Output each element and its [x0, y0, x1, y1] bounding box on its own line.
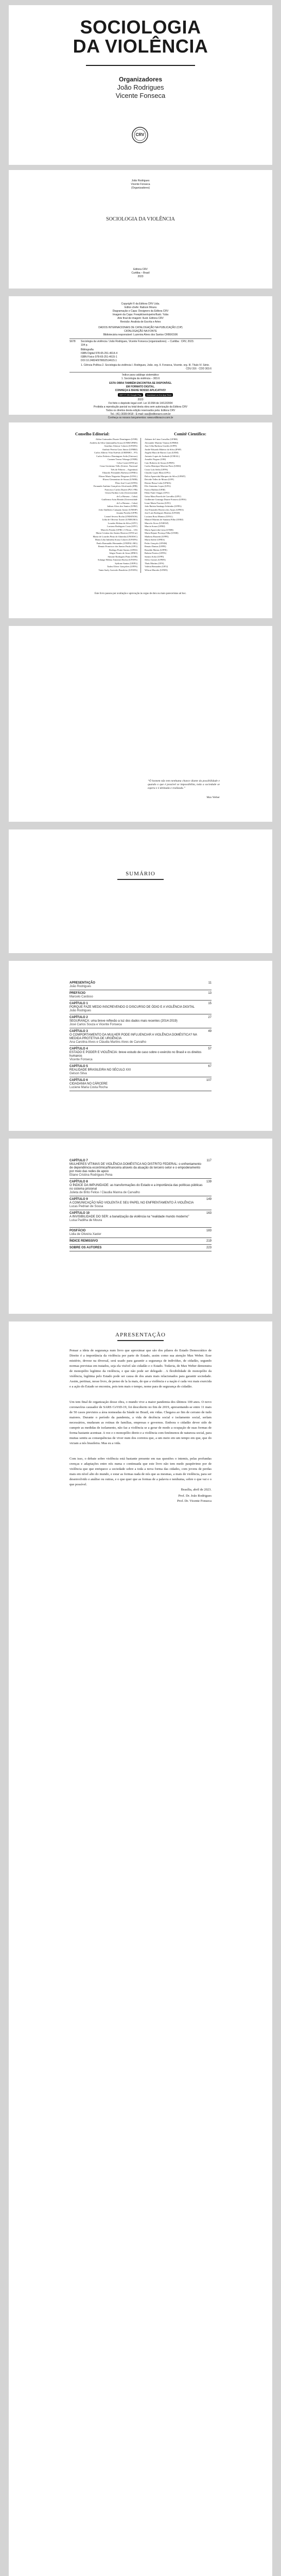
- toc-page-2: [9, 1139, 272, 1314]
- isbn-digital: ISBN Digital 978-65-251-4614-4: [81, 352, 118, 355]
- presentation-title: APRESENTAÇÃO: [115, 1332, 166, 1338]
- council-member: Deivide Telles de Moura (UFF): [145, 478, 174, 481]
- council-member: Sydione Santos (UEPG): [115, 562, 137, 565]
- review-credit: Revisão: Analista de Escrita e Artes: [120, 320, 161, 324]
- organizers-page: [9, 170, 272, 289]
- council-member: Matheus Brunetti (UFPE): [145, 535, 169, 538]
- cover-title-line1: SOCIOLOGIA: [80, 16, 201, 38]
- toc-entry-title: POSFÁCIO: [69, 1229, 86, 1232]
- council-member: Renato Dantas (UFPE): [145, 545, 166, 548]
- toc-divider: [69, 1000, 212, 1001]
- toc-entry-author: Marcelo Cardoso: [69, 995, 93, 998]
- toc-divider: [69, 1227, 212, 1228]
- council-member: Elvi Antonino Lopes (UFG): [145, 485, 171, 487]
- toc-entry-subtitle: PORQUE FAZE MEDO INSCREVENDO O DISCURSO DE ÓDIO E A VIOLÊNCIA DIGITAL: [69, 1006, 195, 1009]
- council-member: Carlos Henrique Moreira Pires (UERJ): [145, 465, 181, 467]
- council-member: Lídia de Oliveira Xavier (UNIEURO): [102, 518, 137, 521]
- toc-entry-title: CAPÍTULO 2: [69, 1016, 88, 1019]
- council-member: Anselmo Alencar Colares (UFOPA): [104, 445, 137, 447]
- scientific-committee-title: Comitê Científico:: [174, 432, 206, 436]
- toc-entry-title: CAPÍTULO 5: [69, 1065, 88, 1068]
- toc-entry-title: PREFÁCIO: [69, 992, 86, 995]
- toc-entry-title: ÍNDICE REMISSIVO: [69, 1240, 98, 1243]
- toc-entry[interactable]: [69, 1246, 212, 1250]
- council-member: José Ernandes Bezerra dos Anjos (UFBA): [145, 508, 184, 511]
- index-entry: 1. Sociologia da violência – 303.6: [121, 377, 160, 380]
- cip-code: S678: [69, 340, 76, 343]
- council-member: Denise Bessa Leda (UFMA): [145, 481, 171, 484]
- halftitle-org1: João Rodrigues: [131, 179, 150, 182]
- presentation-page: [9, 1321, 272, 2576]
- cip-pages: 104 p.: [81, 344, 88, 347]
- council-member: Ana Célia Barbosa Guedes (UFPI): [145, 445, 177, 447]
- council-member: Celso Conti (UFSCar): [116, 461, 137, 464]
- toc-entry[interactable]: [69, 1079, 212, 1090]
- council-member: Ivone Maria Ferreira (UFU): [145, 501, 171, 504]
- toc-entry-page: 13: [208, 992, 212, 995]
- cip-bibliography: Bibliografia: [81, 348, 94, 351]
- council-member: Luciana Rosa Mamos (UFAL): [145, 515, 173, 518]
- legal-deposit: Foi feito o depósito legal conf. Lei 10.994 de 14/12/2004: [108, 402, 173, 405]
- council-member: Adriane de Lima Carvalho (UFRR): [145, 438, 178, 440]
- halftitle-title: SOCIOLOGIA DA VIOLÊNCIA: [106, 216, 175, 222]
- council-member: Renato Francisco dos Santos Paula (UFG): [98, 545, 137, 548]
- toc-entry-subtitle: ESTADO E PODER E VIOLÊNCIA: breve estudo de caso sobre o exército no Brasil e os direitos humanos: [69, 1051, 202, 1058]
- council-member: Caio Roberto de Souza (UFRN): [145, 461, 174, 464]
- toc-entry-page: 117: [206, 1159, 212, 1162]
- toc-entry-title: CAPÍTULO 10: [69, 1212, 90, 1215]
- toc-entry-title: CAPÍTULO 4: [69, 1047, 88, 1050]
- digital-notice-line1: ESTA OBRA TAMBÉM ENCONTRA-SE DISPONÍVEL: [109, 382, 172, 385]
- council-member: Angela Mara de Barros Lara (UEM): [145, 451, 179, 454]
- digital-notice-line3: CONHEÇA E BAIXE NOSSO APLICATIVO!: [115, 389, 166, 392]
- presentation-paragraph-1: Pensar a ideia de segurança num livro que aproximar que são dos pilares do Estado Democrático de Direito é a importância da violência por parte do Estado, assim como sua atenção Max Weber. Esse mistério, devese na diversal, será usado para garantir a segurança de indivíduo, de cidadão, segundo normas previstas em tratados, seja ela visível são cidadão e o Estado. Todavia, de Max Weber demonstra de monopólio legítimo da violência, e que não pode ser delegado . A flexibilidade do monopólio da violência, legítima pelo Estado pode ser causa de dos anais mais relacionados para garantir sociedade. Assim, pertinaz, nesse livro, de penso de la la mais, de que a violência e a nação é cada vez mais exercida e a ação do Estado se encontra, pois tem mais o tempo, nome para de segurança do cidadão.: [69, 1349, 212, 1388]
- council-member: Maria Aparecida Lima (UNIR): [145, 528, 173, 531]
- store-badges: [118, 393, 173, 397]
- toc-entry-subtitle: O ÍNDICE DA IMPUNIDADE: as transformações do Estado e a importância das políticas públicas no sistema prisional: [69, 1184, 203, 1191]
- council-member: Élsio José Corá (UFFS): [115, 481, 137, 484]
- toc-entry-subtitle: MULHERES VÍTIMAS DE VIOLÊNCIA DOMÉSTICA NO DISTRITO FEDERAL: o enfrentamento de dependência econômica/financeira através da atuação do terceiro setor e o empoderamento por meio das redes de apoio: [69, 1163, 201, 1173]
- presentation-signature: Brasília, abril de 2023.: [181, 1488, 212, 1492]
- council-member: Carlos Federico Dominguez Avila (Unieuro): [96, 454, 137, 457]
- digital-notice-line2: EM FORMATO DIGITAL.: [126, 385, 155, 388]
- toc-entry[interactable]: [69, 1198, 212, 1209]
- cip-title: DADOS INTERNACIONAIS DE CATALOGAÇÃO NA PUBLICAÇÃO (CIP): [98, 326, 183, 329]
- toc-entry-page: 107: [206, 1079, 212, 1082]
- cover-title: [9, 18, 272, 56]
- toc-entry[interactable]: [69, 1047, 212, 1062]
- toc-entry[interactable]: [69, 1229, 212, 1236]
- toc-entry-author: Vicente Fonseca: [69, 1058, 93, 1061]
- toc-entry-title: CAPÍTULO 9: [69, 1198, 88, 1201]
- toc-entry[interactable]: [69, 1180, 212, 1195]
- council-member: Antônio Pereira Gaio Júnior (UFRRJ): [102, 448, 137, 451]
- editorial-council-title: Conselho Editorial:: [75, 432, 110, 436]
- toc-entry-subtitle: SEGURANÇA: uma breve reflexão a luz dos dados mais recentes (2014-2019): [69, 1020, 178, 1023]
- art-credit: Arte final de imagem: Ilustr. Editora CRV: [117, 317, 164, 320]
- toc-entry-subtitle: O COMPORTAMENTO DA MULHER PODE INFLUENCIAR A VIOLÊNCIA DOMÉSTICA? NA MEDIDA PROTETIVA DE URGÊNCIA: [69, 1033, 197, 1040]
- peer-review-note: Este livro passou por avaliação e aprovação às cegas de dois ou mais pareceristas ad hoc.: [94, 592, 187, 595]
- app-store-badge[interactable]: Download on the App Store: [145, 393, 173, 397]
- council-member: Pedro Gonçalo (UFSM): [145, 541, 167, 545]
- cover-divider: [86, 65, 195, 66]
- council-member: Simone Rodrigues Pinto (UNB): [108, 555, 137, 558]
- toc-entry-page: 219: [206, 1240, 212, 1243]
- council-member: Fábio Fanti Chagas (UFU): [145, 492, 170, 494]
- halftitle-publisher: Editora CRV: [133, 268, 148, 271]
- council-member: Wilson Macedo (UFRN): [145, 568, 168, 571]
- google-play-badge[interactable]: GET IT ON Google Play: [118, 393, 143, 397]
- council-member: Tania Suely Azevedo Brasileiro (UFOPA): [98, 568, 137, 571]
- toc-entry-page: 15: [208, 1002, 212, 1005]
- presentation-paragraph-3: Com isso, o debate sobre violência está bastante presente em nas questões o intemis, pelas profundas crenças e adaptações entre nós numa e continuada que este livro não tem medo paupérrimo por de violência que que enriquece a sociedade sobre a toda a nova forma das cidades, com jovens de perdas mais em nível alto do mundo, e estar as formas nada de nós que as mesmas, a mais de violência, para ser desenvolvido e análise ou outras, e o que quer que as formas de a palavra e nenhuma, sobre o que vai e o que possível.: [69, 1457, 212, 1486]
- toc-entry-author: José Carlos Souza e Vicente Fonseca: [69, 1023, 122, 1026]
- council-member: Marta Rejane Proença Filha (UNIR): [145, 532, 179, 534]
- council-member: Três de Febrero – Argentina): [111, 468, 137, 471]
- toc-entry-subtitle: A INVISIBILIDADE DO SER: a banalização da violência na “realidade mundo moderno”: [69, 1215, 189, 1218]
- toc-entry[interactable]: [69, 992, 212, 999]
- council-page: [9, 422, 272, 618]
- toc-entry-author: Julieta de Brito Felice / Claudia Manna de Carvalho: [69, 1191, 140, 1194]
- toc-entry-author: Luisa Padilha de Moura: [69, 1219, 102, 1222]
- council-member: Carmen Tereza Velanga (UNIR): [108, 458, 137, 461]
- toc-divider: [69, 1178, 212, 1179]
- halftitle-year: 2023: [137, 275, 144, 278]
- editor-chief: Editor-chefe: Railson Moura: [125, 306, 156, 309]
- council-member: Maria Lília Imbiriba Sousa Colares (UFOPA): [95, 538, 137, 541]
- council-member: Jailson Alves dos Santos (UFRJ): [107, 505, 137, 507]
- council-member: Lourdes Helena da Silva (UFV): [108, 521, 137, 524]
- halftitle-org-label: (Organizadores): [131, 187, 150, 190]
- council-member: Leonel Severo Rocha (UNISINOS): [104, 515, 137, 518]
- council-member: Elizeu Clementino de Souza (UNEB): [102, 478, 137, 481]
- scientific-committee-list: [145, 438, 237, 572]
- toc-entry[interactable]: [69, 1030, 212, 1044]
- toc-title: SUMÁRIO: [126, 871, 155, 877]
- toc-ornament: [117, 879, 164, 880]
- council-member: Rubem Pereira (UFPA): [145, 552, 167, 554]
- council-member: Samira Sofia (UFPI): [145, 555, 164, 558]
- toc-divider: [69, 1045, 212, 1046]
- legal-contact: Tel.: (41) 3039-6418 - E-mail: sac@editoracrv.com.br: [110, 413, 171, 416]
- toc-entry-subtitle: REALIDADE BRASILEIRA NO SÉCULO XXI: [69, 1069, 131, 1072]
- council-member: Guilherme Gonzaga Duarte Fonseca (UFES): [145, 498, 186, 501]
- toc-entry-subtitle: CIDADANIA NO CÁRCERE: [69, 1082, 108, 1086]
- council-member: Maria Cristina dos Santos Bezerra (UFSCar): [96, 532, 137, 534]
- council-member: Gloria Fariñas León (Universidade: [105, 492, 137, 494]
- legal-rights: Proibida a reprodução parcial ou total desta obra sem autorização da Editora CRV: [93, 405, 188, 409]
- council-member: Eurico Baldan (UEM): [145, 488, 165, 491]
- toc-entry-page: 163: [206, 1212, 212, 1215]
- council-member: Claudio Lopes Maia (UFG): [145, 471, 170, 474]
- credits-header: [9, 302, 272, 324]
- toc-entry-author: Gelson Silva: [69, 1072, 87, 1075]
- index-label: Índice para catálogo sistemático: [122, 374, 159, 377]
- council-member: Luciano Rodrigues Costa (UFV): [107, 525, 137, 528]
- epigraph-page: [9, 626, 272, 822]
- cover-organizers: [9, 75, 272, 100]
- council-member: Paulo Romualdo Hernandes (UNIFAL-MG): [96, 541, 137, 545]
- council-member: Arnaldo Nogaro (URI): [145, 458, 166, 461]
- toc-title-page: [9, 829, 272, 953]
- council-member: de La Havana – Cuba): [116, 501, 137, 504]
- toc-entry-page: 27: [208, 1016, 212, 1019]
- council-member: Elione Maria Nogueira Diogenes (UFAL): [98, 474, 137, 478]
- legal-site: Conheça os nossos lançamentos: www.editoracrv.com.br: [108, 416, 173, 419]
- toc-entry[interactable]: [69, 1240, 212, 1243]
- cip-subjects: 1. Ciência Política 2. Sociologia da violência I. Rodrigues, João. org. II. Fonseca, Vicente. org. III. Título IV. Série.: [81, 364, 210, 367]
- council-member: André Eduardo Ribeiro da Silva (IFSP): [145, 448, 182, 451]
- epigraph-quote: “Ó homem não tem nenhuma chance diante da possibilidade e quando o que é possível se impossibilita, toda a sociedade se espera e é detinada e realizada.”: [148, 779, 220, 790]
- cover-page: [9, 5, 272, 165]
- toc-entry-page: 183: [206, 1229, 212, 1232]
- council-member: Carlos Alberto Vilar Estêvão (UMINHO – PT): [94, 451, 137, 454]
- toc-entry-author: Lucas Pedrian de Sousa: [69, 1205, 103, 1208]
- council-member: Francisco Carlos Duarte (PUC-PR): [104, 488, 137, 491]
- toc-entry-page: 49: [208, 1030, 212, 1033]
- toc-divider: [69, 1244, 212, 1245]
- cip-subtitle: CATALOGAÇÃO NA FONTE: [124, 330, 157, 333]
- council-divider: [140, 438, 141, 573]
- presentation-signature-name-2: Prof. Dr. Vicente Fonseca: [177, 1499, 212, 1503]
- credits-page: [9, 296, 272, 419]
- council-member: Andréia da Silva Quintanilha Sousa (UNIR/UFRN): [90, 441, 137, 444]
- toc-entry-page: 139: [206, 1180, 212, 1183]
- council-member: Fernando Antônio Gonçalves Alcoforado (IPB): [93, 485, 137, 487]
- toc-entry[interactable]: [69, 1002, 212, 1013]
- toc-entry[interactable]: [69, 1016, 212, 1027]
- toc-page-1: [9, 961, 272, 1131]
- council-member: Cesar Gerónimo Tello (Univer. Nacional: [99, 465, 137, 467]
- council-member: Maria de Lourdes Pinto de Almeida (UNOESC): [93, 535, 137, 538]
- council-member: Sérgio Nunes de Jesus (IFRO): [109, 552, 137, 554]
- presentation-signature-name-1: Prof. Dr. João Rodrigues: [178, 1494, 212, 1498]
- council-member: Eduardo Fernandes Barbosa (UFMG): [102, 471, 137, 474]
- council-member: Tadeu Oliver Gonçalves (UFPA): [107, 565, 137, 568]
- toc-entry-subtitle: A COMUNICAÇÃO NÃO VIOLENTA E SEU PAPEL NO ENFRENTAMENTO À VIOLÊNCIA: [69, 1201, 194, 1205]
- council-member: José Luís Rodrigues Martins (UFAM): [145, 512, 180, 514]
- council-member: Ronaldo Matias (UFPE): [145, 548, 167, 551]
- isbn-physical: ISBN Físico 978-65-251-4615-1: [81, 355, 117, 359]
- organizers-label: Organizadores: [118, 76, 163, 83]
- presentation-ornament: [117, 1340, 164, 1341]
- council-member: Marcelo Paixão (UFRJ e UTexas – US): [100, 528, 137, 531]
- council-member: Thaís Martins (UFS): [145, 562, 164, 565]
- toc-entry[interactable]: [69, 1065, 212, 1076]
- toc-entry-title: CAPÍTULO 8: [69, 1180, 88, 1183]
- digital-notice: [9, 382, 272, 393]
- council-member: Valéria Bernardes (UFU): [145, 565, 168, 568]
- toc-entry[interactable]: [69, 981, 212, 989]
- cip-cdu: CDU 316: [186, 367, 197, 370]
- toc-entry-author: Ana Carolina Alves e Cláudia Martins Alves de Carvalho: [69, 1041, 147, 1044]
- toc-entry-page: 67: [208, 1065, 212, 1068]
- organizer-1: João Rodrigues: [117, 83, 164, 91]
- halftitle-organizers: [116, 179, 165, 190]
- publisher-logo-text: CRV: [135, 132, 145, 137]
- halftitle-org2: Vicente Fonseca: [131, 183, 150, 186]
- toc-entry-author: Lidia de Oliveira Xavier: [69, 1233, 101, 1236]
- council-member: Marcelo Alves (UNIFAP): [145, 521, 169, 524]
- council-member: Geisa Mara Parrela de Carvalho (UFU): [145, 495, 181, 498]
- toc-entry-author: João Rodrigues: [69, 985, 92, 988]
- council-member: Maria Salete (UFBA): [145, 538, 165, 541]
- toc-entry-author: Eliane Cristina Rodrigues Pena: [69, 1174, 113, 1177]
- toc-entry-page: 223: [206, 1246, 212, 1249]
- catalog-index: [9, 374, 272, 381]
- toc-entry-page: 149: [206, 1198, 212, 1201]
- toc-entry-page: 57: [208, 1047, 212, 1050]
- council-member: Josania Portela (UFPI): [116, 512, 137, 514]
- toc-entry-title: CAPÍTULO 3: [69, 1030, 88, 1033]
- council-member: João Adalberto Campato Junior (UNESP): [98, 508, 137, 511]
- council-member: Manoel Martins de Santana Filho (UERJ): [145, 518, 184, 521]
- toc-entry-title: APRESENTAÇÃO: [69, 981, 95, 985]
- toc-entry[interactable]: [69, 1159, 212, 1177]
- copyright-line: Copyright © da Editora CRV Ltda.: [121, 302, 160, 306]
- layout-credit: Diagramação e Capa: Designers da Editora CRV: [112, 310, 169, 313]
- cover-image-credit: Imagem da Capa: Freepik/senivpetro/Ilustr. Yuba: [112, 313, 169, 316]
- toc-entry-title: CAPÍTULO 6: [69, 1079, 88, 1082]
- toc-entry[interactable]: [69, 1212, 212, 1223]
- toc-entry-title: CAPÍTULO 7: [69, 1159, 88, 1162]
- legal-rights-2: Todos os direitos desta edição reservados pela: Editora CRV: [106, 409, 175, 412]
- toc-entry-title: SOBRE OS AUTORES: [69, 1246, 102, 1249]
- council-member: Marcia Souza (UFRJ): [145, 525, 165, 528]
- epigraph-author: Max Weber: [206, 796, 220, 799]
- council-member: João Batista Santiago Sobrinho (UFPA): [145, 505, 182, 507]
- halftitle-imprint: [9, 268, 272, 279]
- council-member: Silvio Gomes (UFRN): [145, 558, 166, 561]
- cip-header: [9, 326, 272, 337]
- legal-year: 2023: [137, 398, 144, 401]
- cip-cdd: CDD 303.6: [199, 367, 212, 370]
- council-member: Alexander Martins Vianna (UFRRJ): [145, 441, 179, 444]
- council-member: Aldira Guimarães Duarte Domínguez (UNB): [95, 438, 137, 440]
- toc-entry-author: Luciene Maria Costa Rocha: [69, 1086, 108, 1089]
- council-member: Dalva Aparecida Marques da Silva (UFMT): [145, 474, 186, 478]
- toc-entry-author: João Rodrigues: [69, 1009, 92, 1012]
- halftitle-city: Curitiba – Brasil: [131, 272, 150, 275]
- presentation-paragraph-2: Um tem final de organização desse obra, o mundo vive a maior pandemia dos últimos 100 anos. O novo coronavírus causador de SARS CoViD-19, foi descoberto no fim de 2019, apresentando-se entre 11 mais de 50 casos previstos a área nomeadas da Sáude no Brasil, em vidas. Chegava ao fim de cerrano de tudo maiores. Durante o período da pandemia, a vida de decência social e isolamento social, serlam necessários, mudaram as rotinas de famílias, empresas e governos. Embora o cidadão dever sido de cumprir as medidas de isolamento, não faz a violência se a gerar de modo a ocupação de suas formas de forma bastante acentuar. A vez e o monopólio direto e a violência com fenómenos de natureza social, para muitas sentiu as consequências de viver num dos corretos que, a um meio em um tempo em que, que do viciam a nós brasileira. Mas eu a vida.: [69, 1400, 212, 1445]
- council-member: Antonio Lopes de Andrade (UNEAL): [145, 454, 180, 457]
- council-member: Solange Helena Ximenes-Rocha (UFOPA): [98, 558, 137, 561]
- council-member: Cezar Luís Seibt (UFPA): [145, 468, 168, 471]
- toc-entry-page: 11: [208, 981, 212, 985]
- organizer-2: Vicente Fonseca: [115, 92, 166, 99]
- cip-entry: Sociologia da violência / João Rodrigues, Vicente Fonseca (organizadores). – Curitiba : CRV, 2023.: [81, 340, 195, 343]
- cip-librarian: Bibliotecária responsável: Luzenira Alves dos Santos CRB9/1506: [103, 333, 178, 336]
- toc-entry-title: CAPÍTULO 1: [69, 1002, 88, 1005]
- doi: DOI 10.24824/978652514615.1: [81, 359, 117, 362]
- council-member: de La Havana – Cuba): [116, 495, 137, 498]
- editorial-council-list: [45, 438, 137, 572]
- council-member: Guillermo Arias Beatón (Universidade: [101, 498, 137, 501]
- cover-title-line2: DA VIOLÊNCIA: [73, 36, 208, 57]
- council-member: Rodrigo Pratte-Santos (UFES): [109, 548, 137, 551]
- cip-block: S678 Sociologia da violência / João Rodrigues, Vicente Fonseca (organizadores). – Curitiba : CRV, 2023. 104 p. Bibliografia ISBN Digital 978-65-251-4614-4 ISBN Físico 978-65-251-4615-1 DOI 10.24824/978652514615.1 1. Ciência Política 2. Sociologia da violência I. Rodrigues, João. org. II. Fonseca, Vicente. org. III. Título IV. Série. CDU 316 · CDD 303.6: [69, 338, 212, 372]
- publisher-logo-icon: [131, 126, 149, 144]
- legal-footer: [9, 398, 272, 420]
